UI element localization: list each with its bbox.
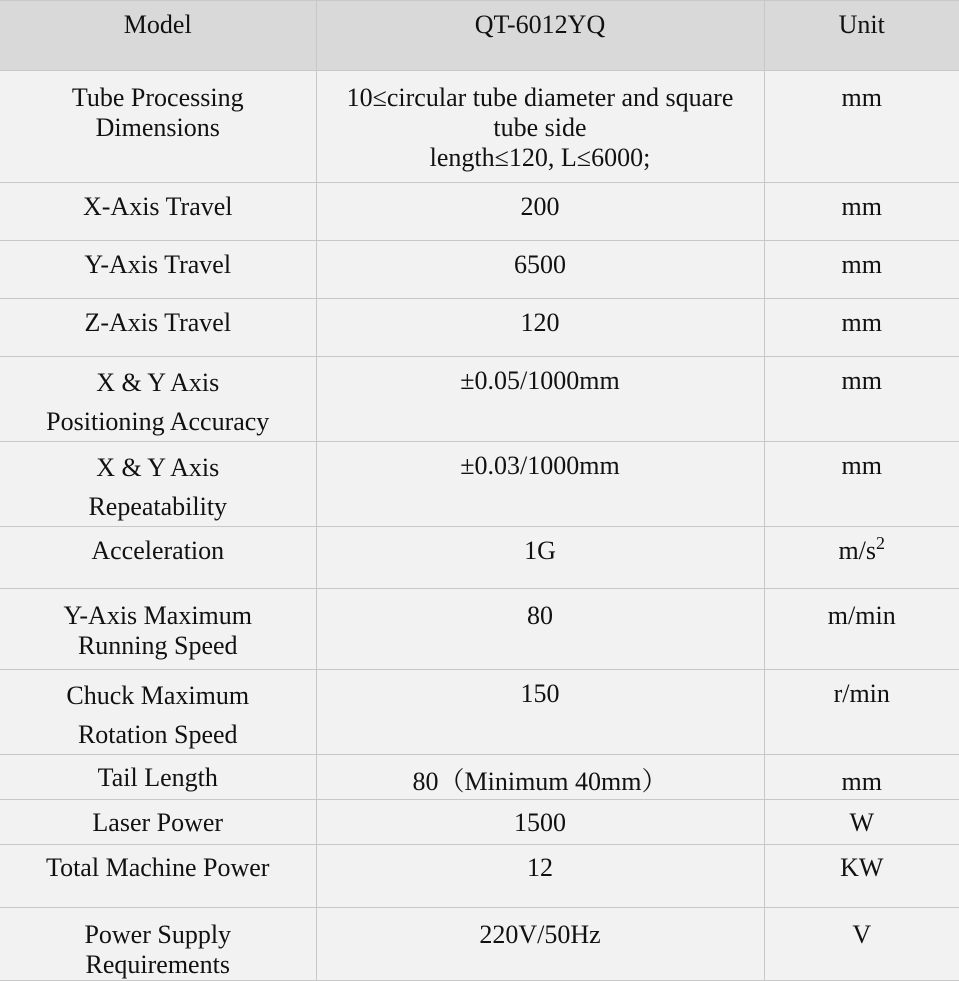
unit-text: mm <box>841 192 882 221</box>
unit-superscript: 2 <box>876 533 886 553</box>
value-text: 10≤circular tube diameter and square <box>346 83 734 112</box>
table-row <box>0 299 959 357</box>
table-row <box>0 357 959 442</box>
param-text: Z-Axis Travel <box>84 308 232 337</box>
table-row <box>0 183 959 241</box>
value-cell <box>316 527 764 589</box>
param-cell <box>0 241 316 299</box>
unit-cell <box>764 845 959 908</box>
unit-text: mm <box>841 308 882 337</box>
unit-text: mm <box>841 451 882 480</box>
unit-text: m/s <box>838 536 877 565</box>
table-row <box>0 845 959 908</box>
value-text: ±0.05/1000mm <box>460 366 620 395</box>
value-text: 1500 <box>514 808 566 837</box>
unit-cell <box>764 299 959 357</box>
value-text: 200 <box>520 192 560 221</box>
value-text: 120 <box>520 308 560 337</box>
value-cell <box>316 299 764 357</box>
value-text: 220V/50Hz <box>479 920 601 949</box>
table-row <box>0 589 959 670</box>
unit-text: V <box>852 920 872 949</box>
value-cell <box>316 589 764 670</box>
table-row <box>0 908 959 981</box>
table-row <box>0 442 959 527</box>
value-cell <box>316 241 764 299</box>
unit-cell <box>764 71 959 183</box>
unit-text: mm <box>841 366 882 395</box>
param-text: Requirements <box>85 950 230 979</box>
unit-cell <box>764 908 959 981</box>
header-model: Model <box>0 1 316 71</box>
param-cell <box>0 670 316 755</box>
value-cell <box>316 800 764 845</box>
unit-cell <box>764 800 959 845</box>
table-row <box>0 241 959 299</box>
unit-text: r/min <box>833 679 890 708</box>
param-text: Repeatability <box>88 492 228 521</box>
param-text: Acceleration <box>91 536 225 565</box>
param-cell <box>0 845 316 908</box>
unit-cell <box>764 357 959 442</box>
param-cell <box>0 71 316 183</box>
param-text: X-Axis Travel <box>82 192 233 221</box>
table-row <box>0 527 959 589</box>
param-text: Y-Axis Maximum <box>63 601 252 630</box>
value-cell <box>316 755 764 800</box>
table-row <box>0 800 959 845</box>
param-text: X & Y Axis <box>96 453 220 482</box>
param-cell <box>0 442 316 527</box>
param-cell <box>0 527 316 589</box>
unit-text: m/min <box>827 601 896 630</box>
table-row <box>0 71 959 183</box>
param-text: Power Supply <box>84 920 232 949</box>
unit-cell <box>764 670 959 755</box>
param-text: Positioning Accuracy <box>46 407 270 436</box>
value-text: tube side <box>493 113 587 142</box>
value-cell <box>316 71 764 183</box>
param-text: Tube Processing <box>71 83 244 112</box>
unit-text: W <box>849 808 875 837</box>
value-cell <box>316 670 764 755</box>
param-text: Y-Axis Travel <box>84 250 232 279</box>
param-text: Laser Power <box>92 808 224 837</box>
value-text: 12 <box>527 853 553 882</box>
param-cell <box>0 357 316 442</box>
param-text: Tail Length <box>97 763 218 792</box>
value-text: ±0.03/1000mm <box>460 451 620 480</box>
param-cell <box>0 755 316 800</box>
value-text: 150 <box>520 679 560 708</box>
param-text: X & Y Axis <box>96 368 220 397</box>
table-row <box>0 670 959 755</box>
value-text: 6500 <box>514 250 566 279</box>
unit-text: mm <box>841 83 882 112</box>
param-text: Dimensions <box>95 113 220 142</box>
unit-text: KW <box>840 853 884 882</box>
value-text: 1G <box>524 536 556 565</box>
unit-text: mm <box>841 250 882 279</box>
value-text: 80 <box>527 601 553 630</box>
unit-cell <box>764 527 959 589</box>
param-cell <box>0 183 316 241</box>
value-cell <box>316 845 764 908</box>
param-text: Running Speed <box>77 631 238 660</box>
value-text: 80（Minimum 40mm） <box>412 767 668 796</box>
unit-cell <box>764 241 959 299</box>
param-text: Rotation Speed <box>77 720 238 749</box>
value-cell <box>316 442 764 527</box>
param-cell <box>0 908 316 981</box>
unit-cell <box>764 589 959 670</box>
value-cell <box>316 357 764 442</box>
param-text: Chuck Maximum <box>66 681 250 710</box>
header-model-value: QT-6012YQ <box>316 1 764 71</box>
param-cell <box>0 589 316 670</box>
param-cell <box>0 299 316 357</box>
unit-text: mm <box>841 767 882 796</box>
unit-cell <box>764 755 959 800</box>
value-text: length≤120, L≤6000; <box>429 143 651 172</box>
param-cell <box>0 800 316 845</box>
value-cell <box>316 183 764 241</box>
value-cell <box>316 908 764 981</box>
table-row <box>0 755 959 800</box>
param-text: Total Machine Power <box>46 853 270 882</box>
unit-cell <box>764 442 959 527</box>
unit-cell <box>764 183 959 241</box>
header-row <box>0 1 959 71</box>
header-unit: Unit <box>764 1 959 71</box>
